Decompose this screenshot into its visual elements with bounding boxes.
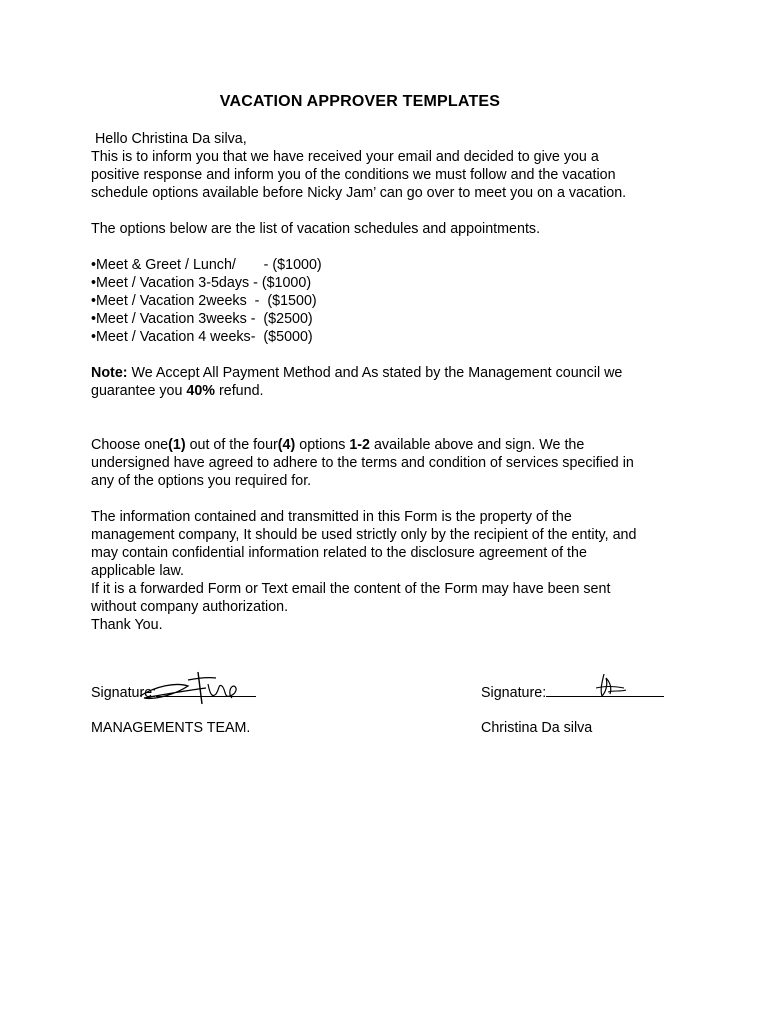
- choose-line: undersigned have agreed to adhere to the terms and condition of services specified in: [91, 455, 634, 471]
- intro-line: positive response and inform you of the conditions we must follow and the vacation: [91, 167, 616, 183]
- option-item: •Meet / Vacation 3-5days - ($1000): [91, 275, 312, 291]
- greeting: Hello Christina Da silva,: [91, 131, 247, 147]
- signature-label: Signature:: [481, 685, 547, 701]
- letter-body: [91, 130, 691, 634]
- signer-name: Christina Da silva: [481, 720, 593, 736]
- note-line: [91, 382, 691, 400]
- choose-line: [91, 436, 691, 454]
- signature-underline: [156, 682, 256, 697]
- intro-line: This is to inform you that we have received your email and decided to give you a: [91, 149, 599, 165]
- choose-text: available above and sign. We the: [370, 437, 585, 453]
- choose-bold: (4): [277, 437, 296, 453]
- options-intro: The options below are the list of vacation schedules and appointments.: [91, 221, 541, 237]
- note-line: [91, 364, 691, 382]
- signature-underline: [546, 682, 664, 697]
- info-line: If it is a forwarded Form or Text email the content of the Form may have been sent: [91, 581, 611, 597]
- signature-block-client: [481, 682, 664, 737]
- choose-text: out of the four: [185, 437, 278, 453]
- signer-name: MANAGEMENTS TEAM.: [91, 720, 251, 736]
- option-item: •Meet / Vacation 4 weeks- ($5000): [91, 329, 313, 345]
- note-text: refund.: [215, 383, 264, 399]
- info-line: may contain confidential information related to the disclosure agreement of the: [91, 545, 587, 561]
- signature-block-management: [91, 682, 256, 737]
- document-title: VACATION APPROVER TEMPLATES: [219, 93, 501, 110]
- signature-label: Signature:: [91, 685, 157, 701]
- thank-you: Thank You.: [91, 617, 163, 633]
- option-item: •Meet / Vacation 3weeks - ($2500): [91, 311, 313, 327]
- info-line: The information contained and transmitted in this Form is the property of the: [91, 509, 572, 525]
- info-line: without company authorization.: [91, 599, 289, 615]
- note-text: We Accept All Payment Method and As stated by the Management council we: [127, 365, 623, 381]
- refund-percent: 40%: [186, 383, 216, 399]
- info-line: management company, It should be used strictly only by the recipient of the entity, and: [91, 527, 637, 543]
- intro-line: schedule options available before Nicky Jam’ can go over to meet you on a vacation.: [91, 185, 627, 201]
- note-label: Note:: [91, 365, 128, 381]
- choose-bold: 1-2: [349, 437, 370, 453]
- info-line: applicable law.: [91, 563, 184, 579]
- choose-text: Choose one: [91, 437, 169, 453]
- option-item: •Meet & Greet / Lunch/ - ($1000): [91, 257, 322, 273]
- choose-line: any of the options you required for.: [91, 473, 312, 489]
- choose-bold: (1): [168, 437, 186, 453]
- option-item: •Meet / Vacation 2weeks - ($1500): [91, 293, 317, 309]
- note-text: guarantee you: [91, 383, 187, 399]
- signature-line: [481, 682, 664, 702]
- signature-line: [91, 682, 256, 702]
- choose-text: options: [295, 437, 350, 453]
